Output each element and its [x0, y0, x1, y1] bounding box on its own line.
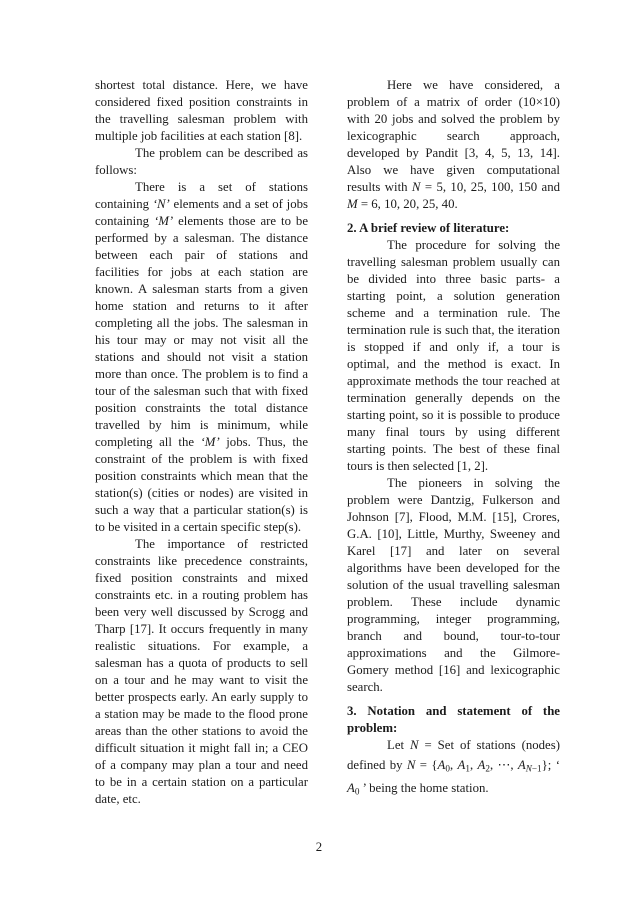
text-line: [95, 349, 308, 366]
text-run: developed by Pandit [3, 4, 5, 13, 14].: [347, 146, 560, 160]
text-line: [95, 383, 308, 400]
text-line: [95, 485, 308, 502]
text-line: [95, 264, 308, 281]
text-run: Let: [387, 738, 410, 752]
text-run: }; ‘: [541, 758, 560, 772]
text-line: [95, 417, 308, 434]
text-line: [347, 162, 560, 179]
text-run: stations and should not visit a station: [95, 350, 308, 364]
text-run: constraint of the problem is with fixed: [95, 452, 308, 466]
subscript-text: 0: [354, 786, 360, 797]
text-line: [347, 737, 560, 754]
italic-text: ‘M’: [200, 435, 220, 449]
text-run: The problem can be described as: [135, 146, 308, 160]
italic-text: N: [406, 758, 416, 772]
text-line: [95, 587, 308, 604]
text-run: termination rule is such that, the iteration: [347, 323, 560, 337]
text-run: salesman has a quota of products to sell: [95, 656, 308, 670]
text-line: [347, 703, 560, 720]
text-line: [95, 740, 308, 757]
text-line: [95, 536, 308, 553]
text-line: [347, 145, 560, 162]
paragraph: [95, 179, 308, 536]
text-run: tour of the salesman such that with fixed: [95, 384, 308, 398]
text-line: [95, 77, 308, 94]
text-run: ,: [449, 758, 458, 772]
text-run: a station may be made to the flood prone: [95, 707, 308, 721]
text-line: [95, 553, 308, 570]
text-run: solution of the usual travelling salesman: [347, 578, 560, 592]
text-line: [95, 128, 308, 145]
italic-text: M: [347, 197, 358, 211]
text-line: [95, 145, 308, 162]
right-column: [347, 77, 560, 800]
text-run: of a company may plan a tour and need: [95, 758, 308, 772]
text-line: [347, 577, 560, 594]
text-run: containing: [95, 197, 153, 211]
text-run: constraints etc. in a routing problem has: [95, 588, 308, 602]
text-run: many final tours by using different: [347, 425, 560, 439]
italic-text: A: [517, 758, 526, 772]
text-run: problem were Dantzig, Fulkerson and: [347, 493, 560, 507]
text-run: performed by a salesman. The distance: [95, 231, 308, 245]
paragraph: [347, 475, 560, 696]
text-run: facilities for jobs at each station are: [95, 265, 308, 279]
text-run: Gomery method [16] and lexicographic: [347, 663, 560, 677]
text-line: [347, 254, 560, 271]
text-run: 3. Notation and statement of the: [347, 704, 560, 718]
text-run: the travelling salesman problem with: [95, 112, 308, 126]
text-line: [95, 604, 308, 621]
text-line: [95, 213, 308, 230]
text-line: [347, 509, 560, 526]
subscript-text: −1: [531, 763, 542, 774]
text-line: [347, 720, 560, 737]
text-run: date, etc.: [95, 792, 141, 806]
text-run: elements those are to be: [173, 214, 308, 228]
text-run: shortest total distance. Here, we have: [95, 78, 308, 92]
text-run: to be visited in a certain specific step(s).: [95, 520, 302, 534]
text-line: [347, 128, 560, 145]
text-run: problem of a matrix of order (10×10): [347, 95, 560, 109]
text-run: The importance of restricted: [135, 537, 308, 551]
text-line: [95, 570, 308, 587]
text-line: [95, 281, 308, 298]
text-run: travelled by him is minimum, while: [95, 418, 308, 432]
text-line: [95, 179, 308, 196]
text-line: [95, 621, 308, 638]
text-line: [95, 434, 308, 451]
text-run: considered fixed position constraints in: [95, 95, 308, 109]
italic-text: A: [347, 781, 355, 795]
text-run: completing all the jobs. The salesman in: [95, 316, 308, 330]
text-line: [95, 315, 308, 332]
text-run: to be in a certain station on a particular: [95, 775, 308, 789]
text-run: = {: [415, 758, 438, 772]
paragraph: [95, 77, 308, 145]
text-line: [95, 111, 308, 128]
text-run: optimal, and the method is exact. In: [347, 357, 560, 371]
text-run: areas than the other stations to avoid the: [95, 724, 308, 738]
text-run: G.A. [10], Little, Murthy, Sweeney and: [347, 527, 560, 541]
text-run: algorithms have been developed for the: [347, 561, 560, 575]
text-line: [95, 162, 308, 179]
text-run: better prospects early. An early supply to: [95, 690, 308, 704]
text-run: constraints like precedence constraints,: [95, 554, 308, 568]
text-run: multiple job facilities at each station [8].: [95, 129, 303, 143]
subscript-text: 1: [465, 763, 470, 774]
text-run: home station and returns to it after: [95, 299, 308, 313]
text-run: completing all the: [95, 435, 201, 449]
text-run: lexicographic search approach,: [347, 129, 560, 143]
text-run: elements and a set of jobs: [169, 197, 309, 211]
text-run: starting point, a solution generation: [347, 289, 560, 303]
text-run: known. A salesman starts from a given: [95, 282, 308, 296]
text-run: be divided into three basic parts- a: [347, 272, 560, 286]
text-run: position constraints which mean that the: [95, 469, 308, 483]
text-line: [347, 662, 560, 679]
text-run: is stopped if and only if, a tour is: [347, 340, 560, 354]
text-line: [347, 492, 560, 509]
text-line: [95, 451, 308, 468]
text-run: termination generally depends on the: [347, 391, 560, 405]
text-run: programming, integer programming,: [347, 612, 560, 626]
text-line: [347, 196, 560, 213]
page-number: 2: [315, 840, 323, 854]
text-run: difficult situation it might fall in; a CEO: [95, 741, 308, 755]
text-run: = 5, 10, 25, 100, 150 and: [420, 180, 560, 194]
text-run: approximate methods the tour reached at: [347, 374, 560, 388]
left-column: [95, 77, 308, 808]
text-run: problem:: [347, 721, 398, 735]
text-line: [347, 111, 560, 128]
text-run: fixed position constraints and mixed: [95, 571, 308, 585]
text-line: [95, 689, 308, 706]
text-line: [347, 237, 560, 254]
text-line: [95, 400, 308, 417]
text-line: [347, 305, 560, 322]
text-line: [347, 458, 560, 475]
section-heading: [347, 703, 560, 737]
text-run: Tharp [17]. It occurs frequently in many: [95, 622, 308, 636]
text-line: [95, 757, 308, 774]
text-line: [347, 754, 560, 777]
text-line: [95, 196, 308, 213]
text-line: [347, 288, 560, 305]
text-line: [347, 475, 560, 492]
text-run: There is a set of stations: [135, 180, 308, 194]
paragraph: [347, 737, 560, 800]
text-run: between each pair of stations and: [95, 248, 308, 262]
text-run: follows:: [95, 163, 137, 177]
text-run: = Set of stations (nodes): [418, 738, 560, 752]
paragraph: [347, 77, 560, 213]
subscript-text: 0: [445, 763, 450, 774]
text-run: station(s) (cities or nodes) are visited in: [95, 486, 308, 500]
text-line: [347, 424, 560, 441]
subscript-text: N: [525, 763, 532, 774]
text-run: realistic situations. For example, a: [95, 639, 308, 653]
section-heading: [347, 220, 560, 237]
text-run: tours is then selected [1, 2].: [347, 459, 489, 473]
text-line: [347, 390, 560, 407]
italic-text: A: [457, 758, 466, 772]
italic-text: N: [411, 180, 421, 194]
text-line: [347, 373, 560, 390]
text-run: , ⋯,: [489, 758, 518, 772]
text-line: [347, 179, 560, 196]
paragraph: [95, 145, 308, 179]
text-line: [347, 339, 560, 356]
text-line: [95, 723, 308, 740]
text-run: results with: [347, 180, 412, 194]
text-run: ’ being the home station.: [359, 781, 489, 795]
text-line: [347, 526, 560, 543]
text-run: such a way that a particular station(s) is: [95, 503, 308, 517]
text-run: Here we have considered, a: [387, 78, 560, 92]
text-run: The pioneers in solving the: [387, 476, 560, 490]
text-line: [347, 77, 560, 94]
text-line: [347, 777, 560, 800]
text-run: more than once. The problem is to find a: [95, 367, 308, 381]
text-line: [95, 706, 308, 723]
text-line: [347, 594, 560, 611]
text-run: problem. These include dynamic: [347, 595, 560, 609]
text-line: [95, 332, 308, 349]
italic-text: ‘M’: [153, 214, 174, 228]
text-line: [95, 672, 308, 689]
italic-text: A: [477, 758, 486, 772]
text-run: on a tour and he may want to visit the: [95, 673, 308, 687]
text-run: = 6, 10, 20, 25, 40.: [357, 197, 458, 211]
text-line: [95, 502, 308, 519]
text-line: [347, 322, 560, 339]
italic-text: A: [437, 758, 446, 772]
text-line: [347, 407, 560, 424]
text-run: Also we have given computational: [347, 163, 560, 177]
text-line: [347, 560, 560, 577]
text-run: travelling salesman problem usually can: [347, 255, 560, 269]
text-line: [95, 366, 308, 383]
text-run: Johnson [7], Flood, M.M. [15], Crores,: [347, 510, 560, 524]
italic-text: N: [410, 738, 419, 752]
text-run: jobs. Thus, the: [219, 435, 308, 449]
paragraph: [95, 536, 308, 808]
subscript-text: 2: [485, 763, 490, 774]
text-line: [95, 519, 308, 536]
text-line: [347, 271, 560, 288]
text-line: [95, 94, 308, 111]
text-line: [347, 441, 560, 458]
text-run: starting points. The best of these final: [347, 442, 560, 456]
text-line: [95, 655, 308, 672]
text-line: [347, 645, 560, 662]
text-run: scheme and a termination rule. The: [347, 306, 560, 320]
text-run: been very well discussed by Scrogg and: [95, 605, 308, 619]
text-line: [95, 774, 308, 791]
text-run: branch and bound, tour-to-tour: [347, 629, 560, 643]
paragraph: [347, 237, 560, 475]
text-line: [95, 298, 308, 315]
text-run: The procedure for solving the: [387, 238, 560, 252]
text-run: containing: [95, 214, 154, 228]
text-run: ,: [469, 758, 478, 772]
text-run: position constraints the total distance: [95, 401, 308, 415]
text-line: [347, 611, 560, 628]
text-line: [347, 356, 560, 373]
text-run: starting point, so it is possible to produce: [347, 408, 560, 422]
text-line: [347, 543, 560, 560]
text-line: [95, 247, 308, 264]
text-run: Karel [17] and later on several: [347, 544, 560, 558]
text-run: defined by: [347, 758, 407, 772]
italic-text: ‘N’: [152, 197, 170, 211]
text-run: his tour may or may not visit all the: [95, 333, 308, 347]
text-line: [95, 791, 308, 808]
text-line: [347, 94, 560, 111]
text-line: [95, 638, 308, 655]
text-run: approximations and the Gilmore-: [347, 646, 560, 660]
text-line: [95, 468, 308, 485]
text-run: 2. A brief review of literature:: [347, 221, 510, 235]
text-line: [95, 230, 308, 247]
text-line: [347, 220, 560, 237]
text-line: [347, 628, 560, 645]
text-run: with 20 jobs and solved the problem by: [347, 112, 560, 126]
text-line: [347, 679, 560, 696]
text-run: search.: [347, 680, 383, 694]
